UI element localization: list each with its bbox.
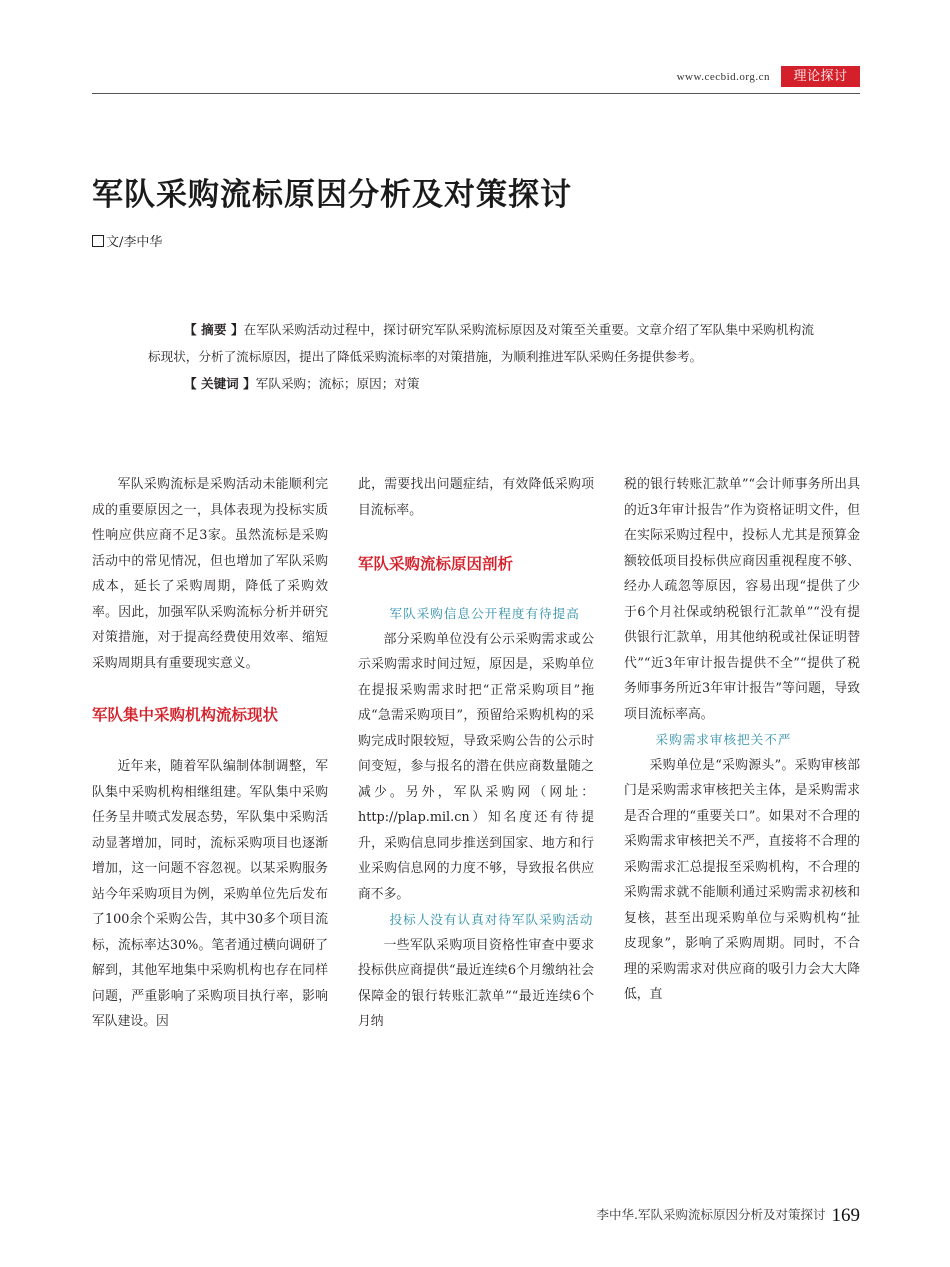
intro-paragraph: 军队采购流标是采购活动未能顺利完成的重要原因之一，具体表现为投标实质性响应供应商不足3家。虽然流标是采购活动中的常见情况，但也增加了军队采购成本，延长了采购周期，降低了采购效率。因此，加强军队采购流标分析并研究对策措施，对于提高经费使用效率、缩短采购周期具有重要现实意义。: [92, 477, 328, 671]
article-title: 军队采购流标原因分析及对策探讨: [92, 177, 572, 213]
author-line: [92, 233, 162, 253]
body-column-1: [92, 472, 328, 1035]
header-divider: [92, 93, 860, 94]
subheading-demand-review: 采购需求审核把关不严: [655, 732, 792, 747]
status-paragraph: 近年来，随着军队编制体制调整，军队集中采购机构相继组建。军队集中采购任务呈井喷式发展态势，军队集中采购活动显著增加，同时，流标采购项目也逐渐增加，这一问题不容忽视。以某采购服务站今年采购项目为例，采购单位先后发布了100余个采购公告，其中30多个项目流标，流标率达30%。笔者通过横向调研了解到，其他军地集中采购机构也存在同样问题，严重影响了采购项目执行率，影响军队建设。因: [92, 759, 328, 1029]
running-title: 李中华.军队采购流标原因分析及对策探讨: [596, 1207, 826, 1222]
author-box-icon: [92, 235, 104, 247]
keywords-label: 【 关键词 】: [184, 376, 256, 391]
journal-url: www.cecbid.org.cn: [676, 71, 770, 83]
section-heading-status: 军队集中采购机构流标现状: [92, 706, 279, 724]
body-column-3: [624, 472, 860, 1008]
abstract-paragraph: [148, 316, 814, 370]
subheading-bidder-attitude: 投标人没有认真对待军队采购活动: [389, 912, 594, 927]
qualification-paragraph: 税的银行转账汇款单”“会计师事务所出具的近3年审计报告”作为资格证明文件，但在实际采购过程中，投标人尤其是预算金额较低项目投标供应商因重视程度不够、经办人疏忽等原因，容易出现“提供了少于6个月社保或纳税银行汇款单”“没有提供银行汇款单，用其他纳税或社保证明替代”“近3年审计报告提供不全”“提供了税务师事务所近3年审计报告”等问题，导致项目流标率高。: [624, 477, 860, 722]
keywords-text: 军队采购；流标；原因；对策: [255, 376, 420, 391]
section-tag: 理论探讨: [781, 66, 860, 87]
body-column-2: [358, 472, 594, 1035]
continued-paragraph: 此，需要找出问题症结，有效降低采购项目流标率。: [358, 477, 594, 518]
subheading-info-disclosure: 军队采购信息公开程度有待提高: [389, 606, 580, 621]
abstract-block: [148, 316, 814, 397]
demand-review-paragraph: 采购单位是“采购源头”。采购审核部门是采购需求审核把关主体，是采购需求是否合理的“重要关口”。如果对不合理的采购需求审核把关不严，直接将不合理的采购需求汇总提报至采购机构，不合理的采购需求就不能顺利通过采购需求初核和复核，甚至出现采购单位与采购机构“扯皮现象”，影响了采购周期。同时，不合理的采购需求对供应商的吸引力会大大降低，直: [624, 757, 860, 1002]
page-number: 169: [831, 1205, 860, 1226]
abstract-text: 在军队采购活动过程中，探讨研究军队采购流标原因及对策至关重要。文章介绍了军队集中采购机构流标现状，分析了流标原因，提出了降低采购流标率的对策措施，为顺利推进军队采购任务提供参考。: [148, 322, 814, 364]
keywords-paragraph: [148, 370, 814, 397]
info-disclosure-paragraph: 部分采购单位没有公示采购需求或公示采购需求时间过短，原因是，采购单位在提报采购需求时把“正常采购项目”拖成“急需采购项目”，预留给采购机构的采购完成时限较短，导致采购公告的公示时间变短，参与报名的潜在供应商数量随之减少。另外，军队采购网（网址：http://plap.mil.cn）知名度还有待提升，采购信息同步推送到国家、地方和行业采购信息网的力度不够，导致报名供应商不多。: [358, 631, 594, 902]
author-name: 文/李中华: [106, 235, 163, 250]
page-footer: [560, 1205, 860, 1227]
section-heading-causes: 军队采购流标原因剖析: [358, 555, 514, 573]
bidder-attitude-paragraph: 一些军队采购项目资格性审查中要求投标供应商提供“最近连续6个月缴纳社会保障金的银行转账汇款单”“最近连续6个月纳: [358, 937, 594, 1029]
abstract-label: 【 摘要 】: [184, 322, 244, 337]
